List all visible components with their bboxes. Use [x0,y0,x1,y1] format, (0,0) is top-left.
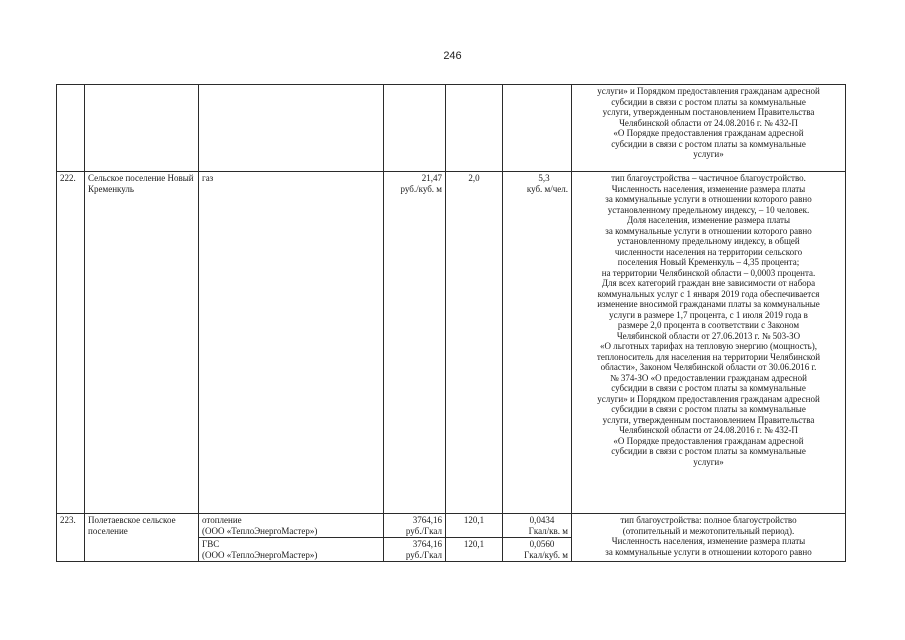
tariff-table [56,84,846,562]
note-line: «О Порядке предоставления гражданам адресной [613,435,804,446]
tariff-value: 21,47 [421,173,442,183]
note-line: коммунальных услуг с 1 января 2019 года обеспечивается [597,288,820,299]
note-line: субсидии в связи с ростом платы за коммунальные [611,404,806,414]
row-number-cell: 222. [57,172,85,514]
note-line: поселения Новый Кременкуль – 4,35 процента; [617,257,800,267]
note-cell [572,514,846,562]
index-cell [446,85,503,172]
note-line: на территории Челябинской области – 0,0003 процента. [601,267,816,278]
note-line: установленному предельному индексу, в общей [617,236,800,246]
settlement-cell [85,85,199,172]
tariff-cell [384,514,446,538]
note-line: Доля населения, изменение размера платы [626,215,791,225]
note-line: субсидии в связи с ростом платы за коммунальные [611,383,806,393]
norm-unit: куб. м/чел. [526,183,568,194]
note-line: установленному предельному индексу, – 10 человек. [607,204,810,215]
service-cell [199,514,384,538]
note-line: услуги, утвержденным постановлением Правительства [602,414,815,425]
note-line: Челябинской области от 27.06.2013 г. № 503-ЗО [616,330,801,341]
note-line: услуги» и Порядком предоставления гражданам адресной [597,393,820,404]
note-line: Для всех категорий граждан вне зависимости от набора [601,278,816,288]
service-cell [199,538,384,562]
service-cell: газ [199,172,384,514]
norm-unit: Гкал/кв. м [528,525,568,536]
norm-cell [503,514,572,538]
note-line: тип благоустройства – частичное благоустройство. [611,173,806,183]
tariff-cell [384,85,446,172]
norm-value: 0,0434 [529,515,555,525]
index-cell: 2,0 [446,172,503,514]
index-cell: 120,1 [446,514,503,538]
note-line: Челябинской области от 24.08.2016 г. № 432-П [619,425,798,435]
note-line: (отопительный и межотопительный период). [622,525,795,536]
note-line: «О Порядке предоставления гражданам адресной [613,128,804,138]
note-cell [572,172,846,514]
page-number: 246 [443,50,462,62]
note-line: численности населения на территории сельского [614,246,803,257]
note-line: за коммунальные услуги в отношении которого равно [605,546,812,557]
note-line: Челябинской области от 24.08.2016 г. № 432-П [619,117,798,128]
note-line: услуги» [693,149,724,159]
tariff-unit: руб./куб. м [400,183,442,194]
norm-unit: Гкал/куб. м [524,549,568,560]
note-line: услуги в размере 1,7 процента, с 1 июля 2019 года в [609,309,808,320]
note-line: Численность населения, изменение размера платы [611,183,806,194]
note-line: услуги, утвержденным постановлением Правительства [602,107,815,117]
tariff-value: 3764,16 [412,515,442,525]
service-provider: (ООО «ТеплоЭнергоМастер») [202,525,318,536]
norm-value: 0,0560 [529,539,555,549]
table-row [57,514,846,538]
norm-value: 5,3 [538,173,550,183]
row-number-cell: 223. [57,514,85,562]
table-row [57,172,846,514]
note-line: тип благоустройства: полное благоустройство [620,515,797,525]
tariff-value: 3764,16 [412,539,442,549]
service-provider: (ООО «ТеплоЭнергоМастер») [202,549,318,560]
note-line: № 374-ЗО «О предоставлении гражданам адресной [610,372,807,383]
index-cell: 120,1 [446,538,503,562]
note-line: субсидии в связи с ростом платы за коммунальные [611,96,806,107]
note-line: изменение вносимой гражданами платы за коммунальные [597,299,820,309]
norm-cell [503,85,572,172]
note-line: субсидии в связи с ростом платы за коммунальные [611,446,806,456]
settlement-cell: Сельское поселение Новый Кременкуль [85,172,199,514]
table-row [57,85,846,172]
note-line: за коммунальные услуги в отношении которого равно [605,225,812,236]
note-line: услуги» и Порядком предоставления гражданам адресной [597,86,820,96]
tariff-unit: руб./Гкал [405,525,442,536]
tariff-cell [384,538,446,562]
note-line: «О льготных тарифах на тепловую энергию (мощность), [600,341,817,351]
service-name: отопление [202,515,242,525]
row-number-cell [57,85,85,172]
service-cell [199,85,384,172]
note-line: за коммунальные услуги в отношении которого равно [605,194,812,204]
note-line: теплоноситель для населения на территории Челябинской [596,351,821,362]
norm-cell [503,172,572,514]
tariff-unit: руб./Гкал [405,549,442,560]
norm-cell [503,538,572,562]
note-line: субсидии в связи с ростом платы за коммунальные [611,138,806,149]
note-line: области», Законом Челябинской области от 30.06.2016 г. [600,362,817,372]
note-line: Численность населения, изменение размера платы [611,536,806,546]
settlement-cell: Полетаевское сельское поселение [85,514,199,562]
tariff-cell [384,172,446,514]
note-line: размере 2,0 процента в соответствии с Законом [617,320,800,330]
note-line: услуги» [693,456,724,467]
note-cell [572,85,846,172]
service-name: ГВС [202,539,220,549]
